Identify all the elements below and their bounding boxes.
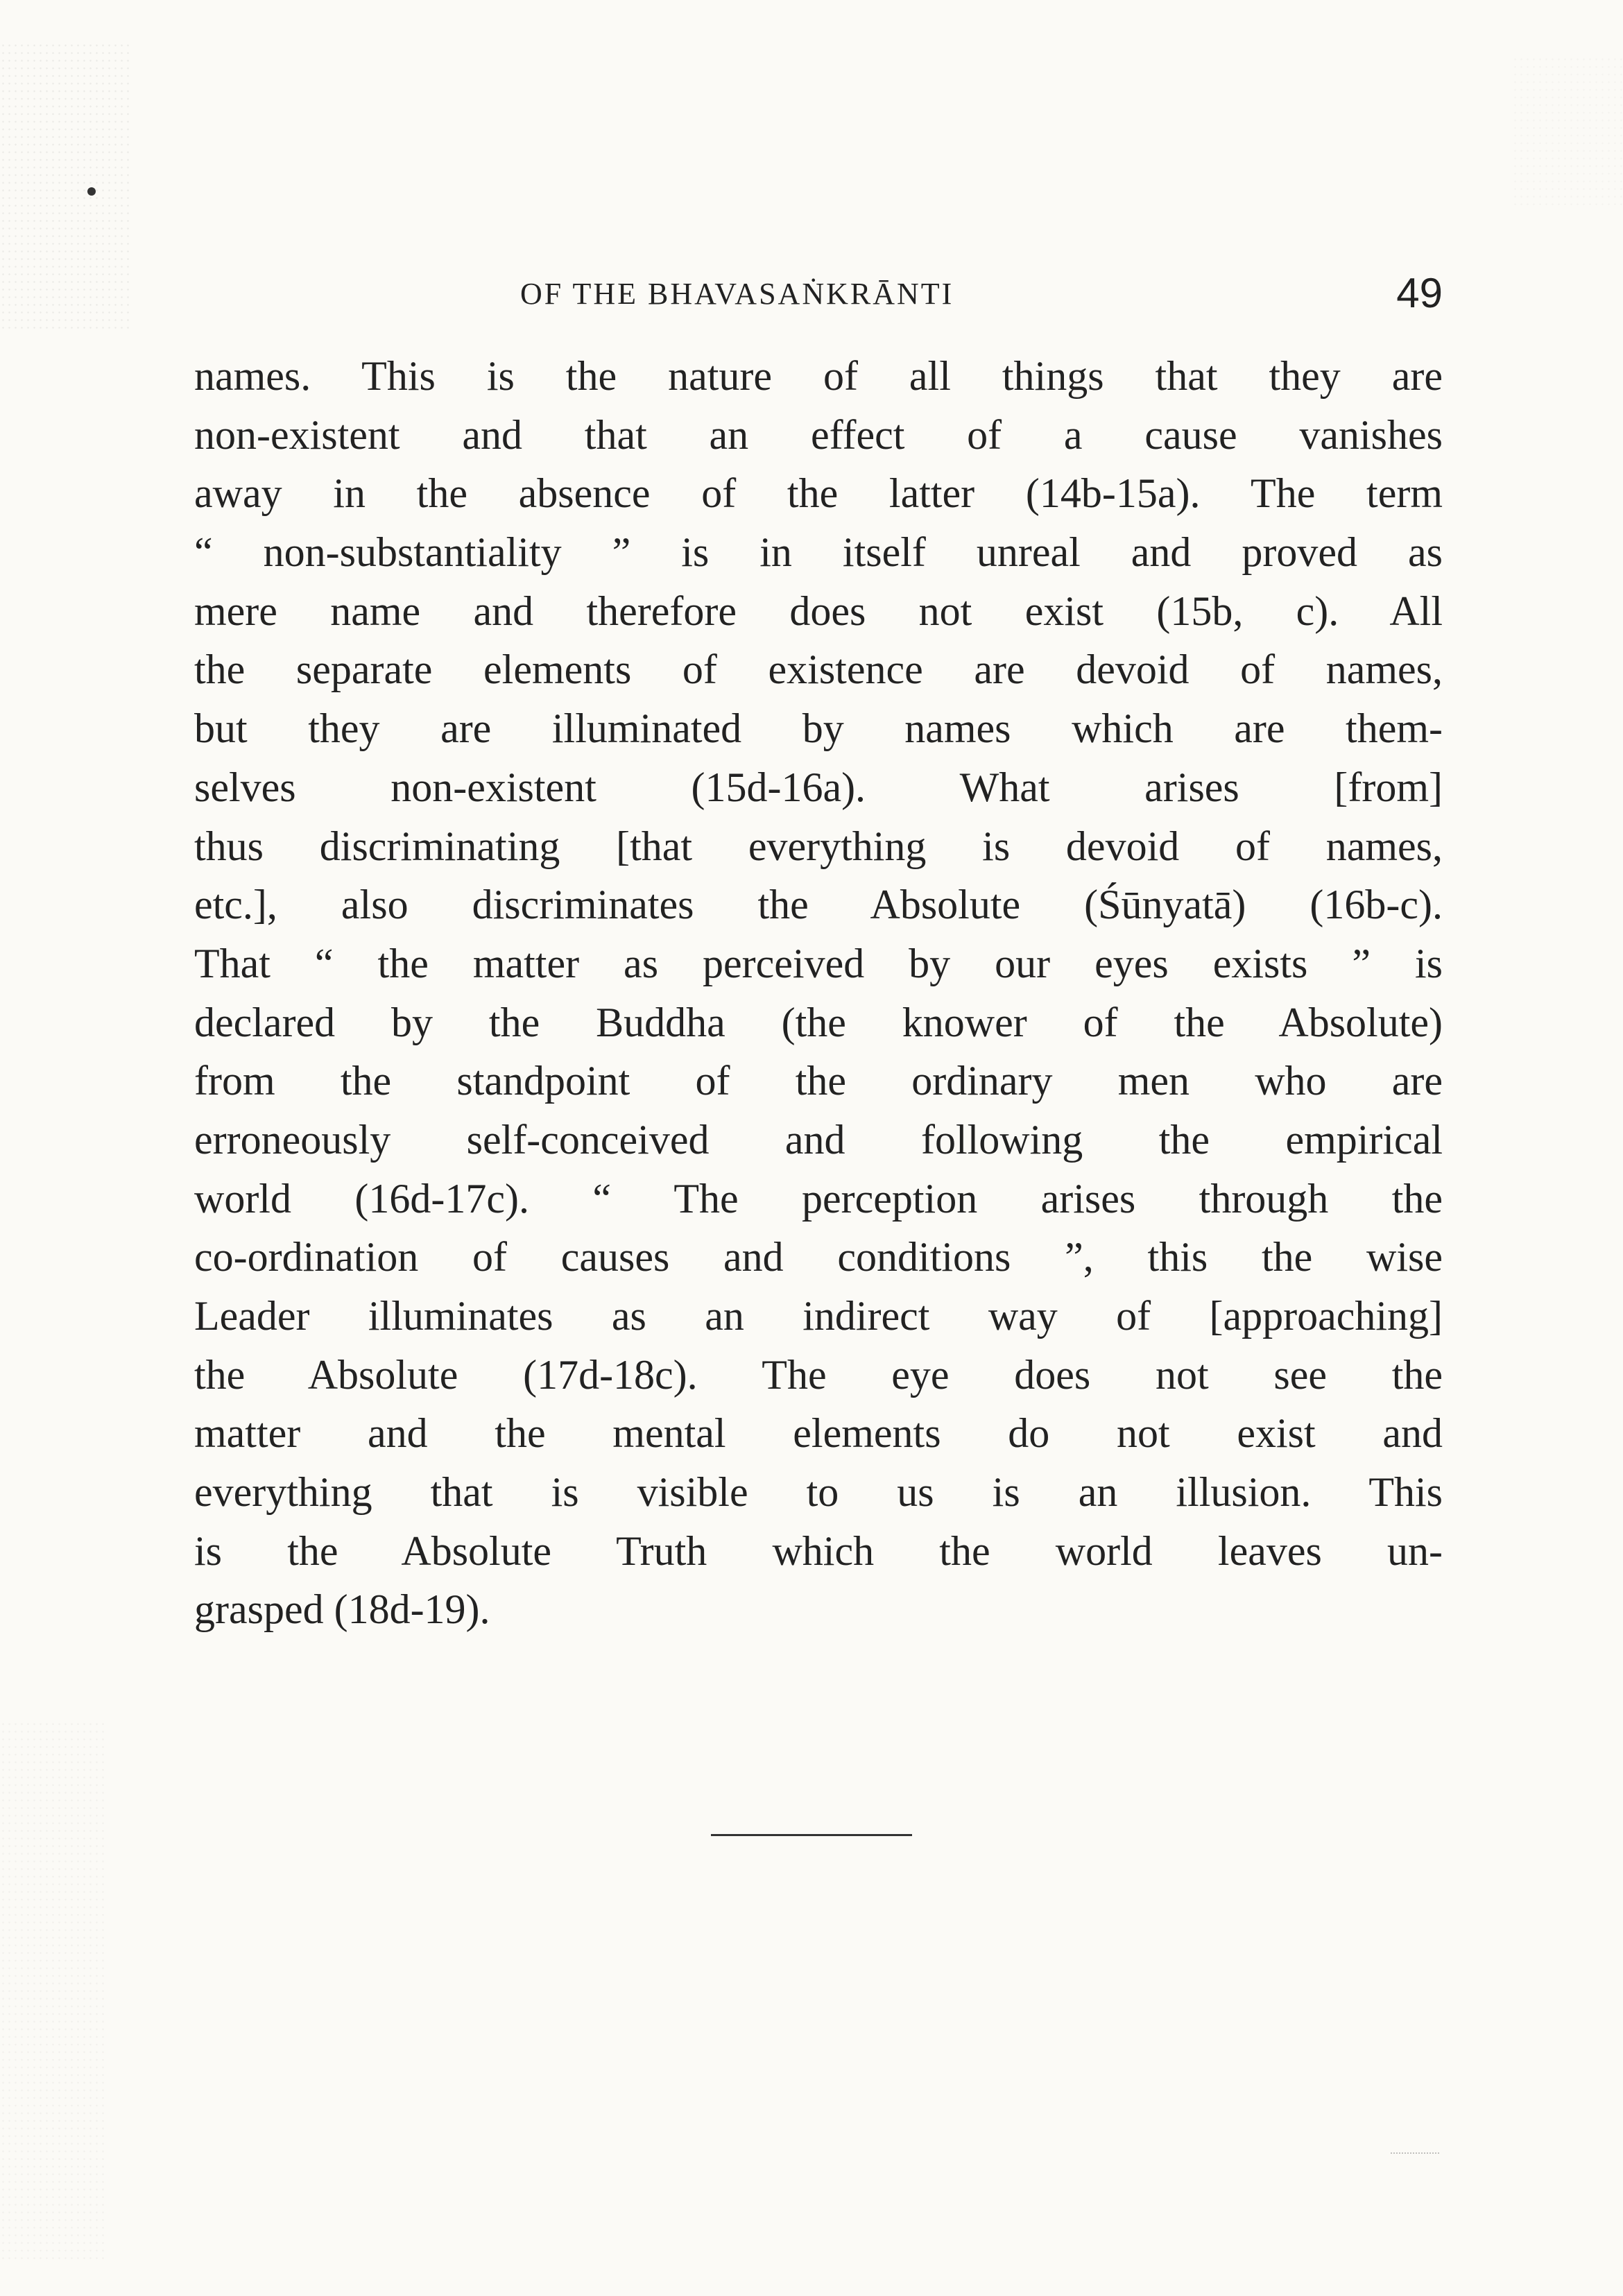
text-line: “ non-substantiality ” is in itself unreal and proved as bbox=[194, 529, 1443, 576]
text-line: everything that is visible to us is an illusion. This bbox=[194, 1469, 1443, 1516]
text-line: from the standpoint of the ordinary men who are bbox=[194, 1058, 1443, 1104]
text-line: grasped (18d-19). bbox=[194, 1586, 490, 1633]
section-end-rule bbox=[711, 1834, 912, 1836]
text-line: world (16d-17c). “ The perception arises through the bbox=[194, 1175, 1443, 1222]
text-line: names. This is the nature of all things that they are bbox=[194, 353, 1443, 399]
text-line: Leader illuminates as an indirect way of [approaching] bbox=[194, 1293, 1443, 1339]
text-line: declared by the Buddha (the knower of the Absolute) bbox=[194, 999, 1443, 1045]
text-line: co-ordination of causes and conditions ”, this the wise bbox=[194, 1234, 1443, 1280]
page-number: 49 bbox=[1396, 270, 1443, 316]
text-line: selves non-existent (15d-16a). What arises [from] bbox=[194, 764, 1443, 810]
scan-noise-bottom-left bbox=[0, 1720, 104, 2261]
text-line: the Absolute (17d-18c). The eye does not see the bbox=[194, 1351, 1443, 1398]
running-title: OF THE BHAVASAṄKRĀNTI bbox=[520, 277, 954, 311]
page-header bbox=[194, 269, 1443, 325]
text-line: That “ the matter as perceived by our eyes exists ” is bbox=[194, 940, 1443, 986]
text-line: mere name and therefore does not exist (15b, c). All bbox=[194, 588, 1443, 634]
text-line: non-existent and that an effect of a cause vanishes bbox=[194, 411, 1443, 458]
scan-noise-top-right bbox=[1512, 55, 1623, 208]
scan-noise-top-left bbox=[0, 42, 132, 333]
text-line: matter and the mental elements do not exist and bbox=[194, 1410, 1443, 1457]
text-line: is the Absolute Truth which the world leaves un- bbox=[194, 1527, 1443, 1574]
text-line: the separate elements of existence are devoid of names, bbox=[194, 646, 1443, 693]
body-paragraph bbox=[194, 347, 1443, 1639]
text-line: erroneously self-conceived and following the empirical bbox=[194, 1116, 1443, 1163]
text-line: but they are illuminated by names which are them- bbox=[194, 705, 1443, 752]
scan-mark bbox=[1391, 2143, 1439, 2154]
scan-ink-dot bbox=[87, 187, 96, 196]
text-line: thus discriminating [that everything is devoid of names, bbox=[194, 823, 1443, 869]
text-line: etc.], also discriminates the Absolute (Śūnyatā) (16b-c). bbox=[194, 882, 1443, 928]
text-line: away in the absence of the latter (14b-15a). The term bbox=[194, 470, 1443, 517]
